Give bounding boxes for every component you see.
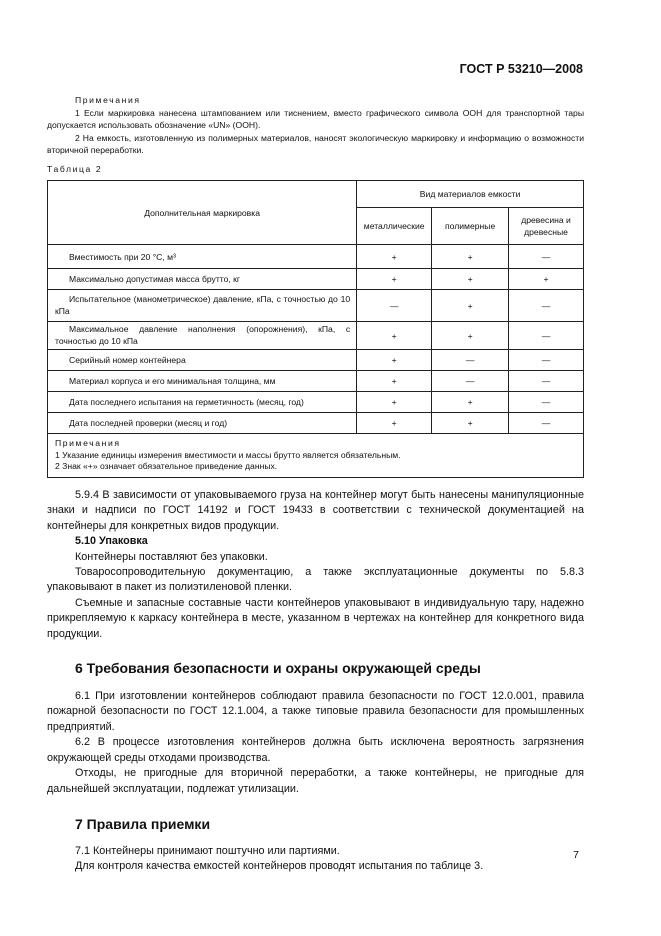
- section-6-title: 6 Требования безопасности и охраны окружающей среды: [75, 660, 481, 677]
- cell: +: [357, 245, 432, 269]
- table-row: [48, 245, 584, 269]
- document-code: ГОСТ Р 53210—2008: [459, 62, 583, 76]
- cell: +: [357, 413, 432, 434]
- cell: +: [509, 269, 584, 290]
- section-5-10-title: 5.10 Упаковка: [75, 535, 148, 548]
- cell: —: [509, 392, 584, 413]
- row-label: Материал корпуса и его минимальная толщина, мм: [48, 371, 357, 392]
- subheader-metal: металлические: [357, 208, 432, 245]
- cell: —: [509, 322, 584, 350]
- table-row: [48, 392, 584, 413]
- col-header-marking: Дополнительная маркировка: [48, 181, 357, 245]
- notes-top-item-1: 1 Если маркировка нанесена штампованием или тиснением, вместо графического символа ООН для транспортной тары допускается использовать обозначение «UN» (ООН).: [47, 107, 584, 131]
- cell: +: [432, 269, 509, 290]
- page-number: 7: [573, 849, 579, 861]
- notes-top-item-2: 2 На емкость, изготовленную из полимерных материалов, наносят экологическую маркировку и информацию о возможности вторичной переработки.: [47, 132, 584, 156]
- table-notes-title: Примечания: [55, 438, 121, 448]
- paragraph-5-10-2: Товаросопроводительную документацию, а также эксплуатационные документы по 5.8.3 упаковывают в пакет из полиэтиленовой пленки.: [47, 566, 584, 594]
- cell: +: [357, 371, 432, 392]
- cell: +: [432, 392, 509, 413]
- row-label: Дата последней проверки (месяц и год): [48, 413, 357, 434]
- cell: —: [509, 350, 584, 371]
- body-text: [47, 488, 584, 875]
- table-row: [48, 322, 584, 350]
- section-7-title: 7 Правила приемки: [75, 815, 211, 832]
- paragraph-7-2: Для контроля качества емкостей контейнеров проводят испытания по таблице 3.: [75, 860, 484, 873]
- cell: —: [432, 350, 509, 371]
- table-caption: Таблица 2: [47, 164, 103, 174]
- table-row: [48, 290, 584, 322]
- table-row: [48, 350, 584, 371]
- cell: —: [432, 371, 509, 392]
- cell: +: [432, 413, 509, 434]
- paragraph-5-10-3: Съемные и запасные составные части контейнеров упаковывают в индивидуальную тару, надежно прикрепляемую к каркасу контейнера в месте, указанном в чертежах на контейнер для конкретного вида продукции.: [47, 596, 584, 640]
- subheader-polymer: полимерные: [432, 208, 509, 245]
- paragraph-7-1: 7.1 Контейнеры принимают поштучно или партиями.: [75, 844, 340, 857]
- cell: +: [432, 322, 509, 350]
- cell: +: [357, 322, 432, 350]
- cell: +: [357, 269, 432, 290]
- cell: +: [357, 350, 432, 371]
- paragraph-6-3: Отходы, не пригодные для вторичной переработки, а также контейнеры, не пригодные для дальнейшей эксплуатации, подлежат утилизации.: [47, 767, 584, 795]
- cell: —: [509, 290, 584, 322]
- cell: +: [357, 392, 432, 413]
- row-label: Дата последнего испытания на герметичность (месяц, год): [48, 392, 357, 413]
- table-row: [48, 371, 584, 392]
- table-notes-row: [48, 434, 584, 478]
- notes-top-title: Примечания: [75, 95, 141, 105]
- row-label: Серийный номер контейнера: [48, 350, 357, 371]
- paragraph-6-1: 6.1 При изготовлении контейнеров соблюдают правила безопасности по ГОСТ 12.0.001, правила пожарной безопасности по ГОСТ 12.1.004, а также типовые правила безопасности для промышленных предприятий.: [47, 690, 584, 733]
- cell: —: [509, 245, 584, 269]
- subheader-wood: древесина и древесные: [509, 208, 584, 245]
- cell: —: [357, 290, 432, 322]
- table-row: [48, 269, 584, 290]
- paragraph-5-10-1: Контейнеры поставляют без упаковки.: [75, 550, 268, 563]
- notes-top: [47, 94, 584, 157]
- row-label: Испытательное (манометрическое) давление, кПа, с точностью до 10 кПа: [48, 290, 357, 322]
- table-note-1: 1 Указание единицы измерения вместимости и массы брутто является обязательным.: [55, 449, 401, 460]
- cell: +: [432, 245, 509, 269]
- col-header-material: Вид материалов емкости: [357, 181, 584, 208]
- row-label: Максимальное давление наполнения (опорожнения), кПа, с точностью до 10 кПа: [48, 322, 357, 350]
- marking-table: [47, 180, 584, 478]
- table-notes: [48, 434, 584, 478]
- row-label: Вместимость при 20 °С, м³: [48, 245, 357, 269]
- cell: +: [432, 290, 509, 322]
- cell: —: [509, 371, 584, 392]
- table-note-2: 2 Знак «+» означает обязательное приведение данных.: [55, 461, 278, 471]
- table-row: [48, 413, 584, 434]
- paragraph-6-2: 6.2 В процессе изготовления контейнеров должна быть исключена вероятность загрязнения окружающей среды отходами производства.: [47, 736, 584, 764]
- cell: —: [509, 413, 584, 434]
- row-label: Максимально допустимая масса брутто, кг: [48, 269, 357, 290]
- paragraph-5-9-4: 5.9.4 В зависимости от упаковываемого груза на контейнер могут быть нанесены манипуляционные знаки и надписи по ГОСТ 14192 и ГОСТ 19433 в соответствии с технической документацией на контейнеры для конкретных видов продукции.: [47, 489, 584, 532]
